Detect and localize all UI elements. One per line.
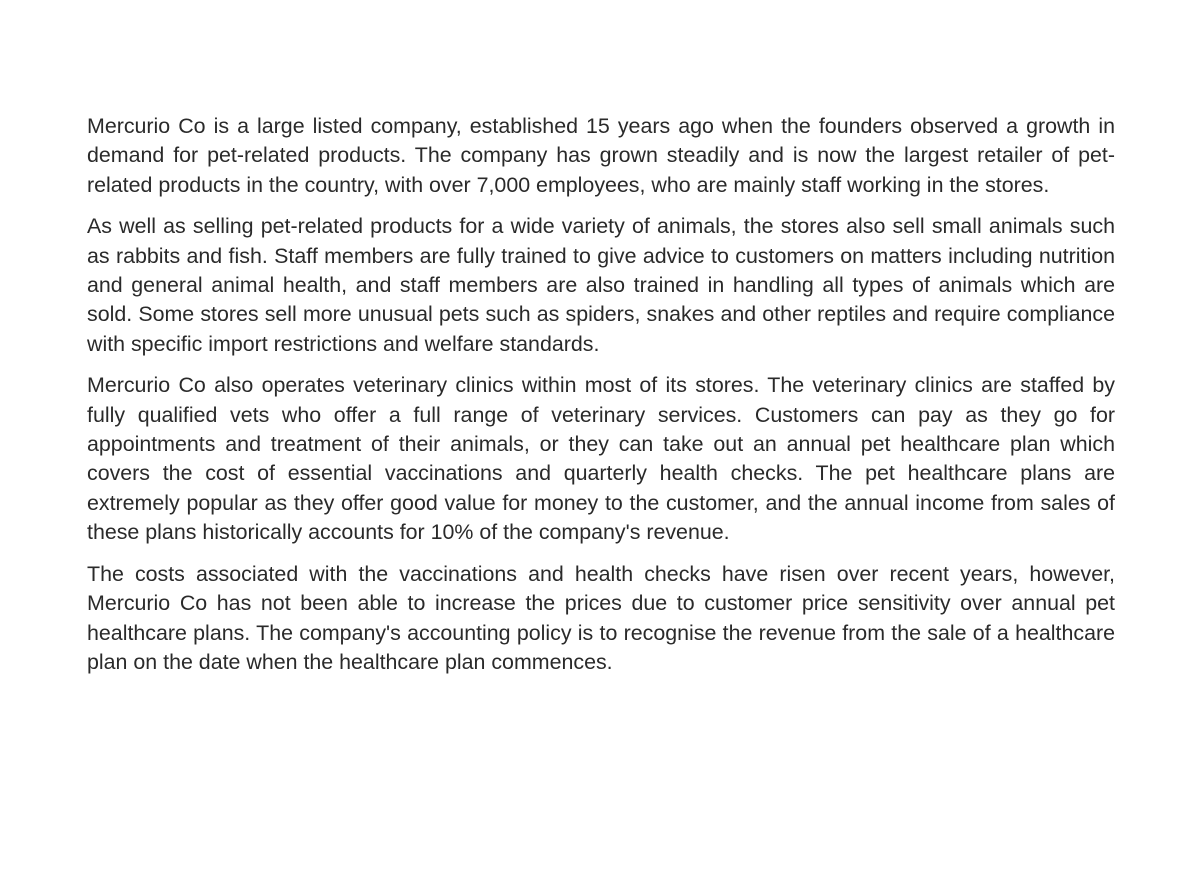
paragraph-veterinary-clinics: Mercurio Co also operates veterinary clinics within most of its stores. The veterinary clinics are staffed by fully qualified vets who offer a full range of veterinary services. Customers can pay as they go for appointments and treatment of their animals, or they can take out an annual pet healthcare plan which covers the cost of essential vaccinations and quarterly health checks. The pet healthcare plans are extremely popular as they offer good value for money to the customer, and the annual income from sales of these plans historically accounts for 10% of the company's revenue. bbox=[87, 373, 1115, 545]
paragraph-healthcare-plan-costs: The costs associated with the vaccinations and health checks have risen over recent years, however, Mercurio Co has not been able to increase the prices due to customer price sensitivity over annual pet healthcare plans. The company's accounting policy is to recognise the revenue from the sale of a healthcare plan on the date when the healthcare plan commences. bbox=[87, 561, 1115, 674]
document-body bbox=[87, 112, 1115, 677]
paragraph-company-overview: Mercurio Co is a large listed company, established 15 years ago when the founders observed a growth in demand for pet-related products. The company has grown steadily and is now the largest retailer of pet-related products in the country, with over 7,000 employees, who are mainly staff working in the stores. bbox=[87, 114, 1115, 197]
paragraph-store-products: As well as selling pet-related products for a wide variety of animals, the stores also sell small animals such as rabbits and fish. Staff members are fully trained to give advice to customers on matters including nutrition and general animal health, and staff members are also trained in handling all types of animals which are sold. Some stores sell more unusual pets such as spiders, snakes and other reptiles and require compliance with specific import restrictions and welfare standards. bbox=[87, 214, 1115, 356]
